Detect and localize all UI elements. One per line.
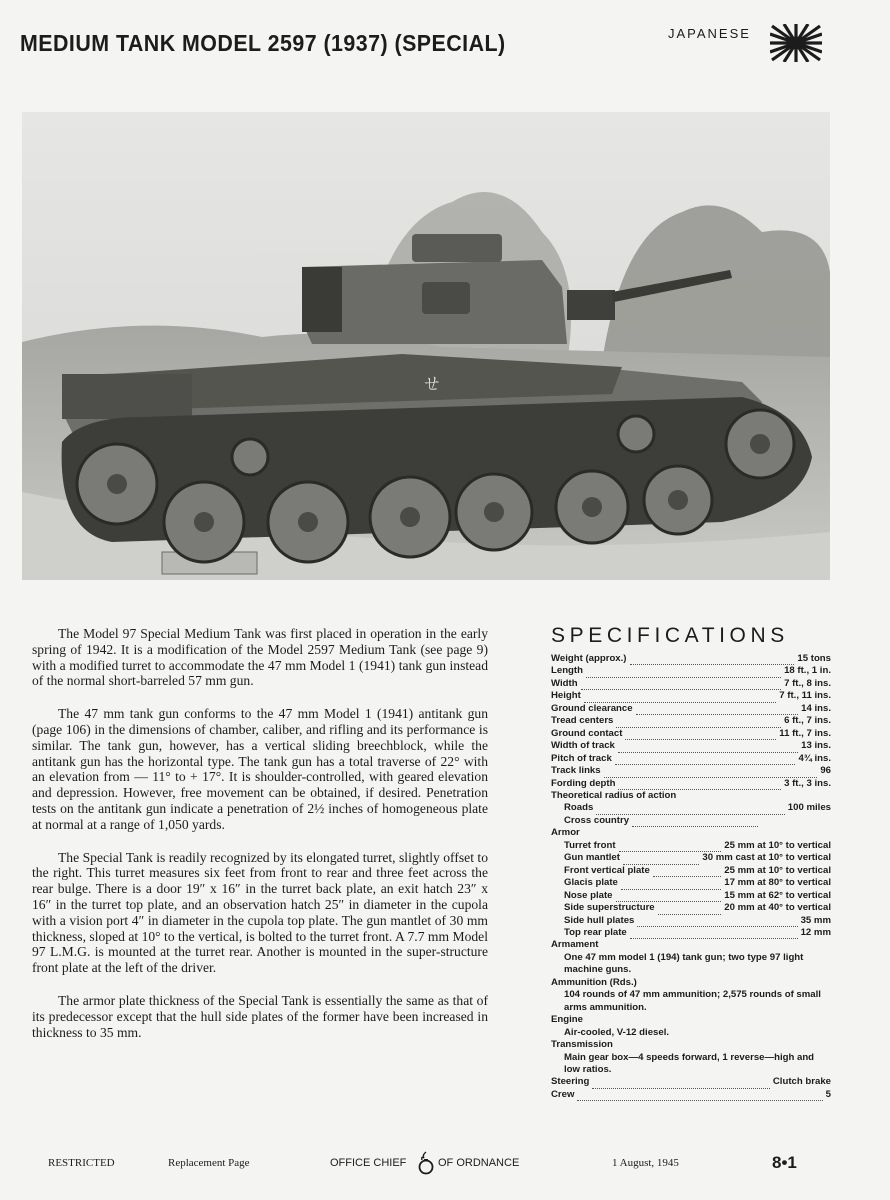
paragraph-3: The Special Tank is readily recognized by its elongated turret, slightly offset to the right. This turret measures six feet from front to rear and three feet across the rear bulge. There is a door 19″ x 16″ in the turret back plate, an exit hatch 23″ x 16″ in the turret top plate, and an observation hatch 25″ in diameter in the cupola with a vision port 4″ in diameter in the cupola top plate. The gun mantlet of 30 mm thickness, sloped at 10° to the vertical, is bolted to the turret front. A 7.7 mm Model 97 L.M.G. is mounted at the turret rear. Another is mounted in the super-structure front plate at the left of the driver. xyxy=(32,849,488,976)
spec-row-turret-front: Turret front 25 mm at 10° to vertical xyxy=(564,839,831,851)
spec-transmission-text: Main gear box—4 speeds forward, 1 reverse—high and low ratios. xyxy=(564,1051,815,1075)
spec-armament-text: One 47 mm model 1 (194) tank gun; two type 97 light machine guns. xyxy=(564,951,804,976)
paragraph-2: The 47 mm tank gun conforms to the 47 mm Model 1 (1941) antitank gun (page 106) in the dimensions of chamber, caliber, and rifling and its performance is similar. The tank gun, however, has a vertical sliding breechblock, while the antitank gun has the horizontal type. The tank gun has a total traverse of 22° with an elevation from — 11° to + 17°. It is shoulder-controlled, with geared elevation and depression. However, free movement can be obtained, if desired. Penetration tests on the antitank gun indicate a penetration of 2½ inches of homogeneous plate at normal at a range of 1,050 yards. xyxy=(32,706,488,832)
spec-row-weight: Weight (approx.) 15 tons xyxy=(551,653,831,664)
rising-sun-flag-icon xyxy=(770,24,822,62)
spec-row-links: Track links 96 xyxy=(551,765,831,777)
spec-heading-engine: Engine xyxy=(551,1014,583,1026)
spec-heading-armament: Armament xyxy=(551,939,599,951)
footer-restricted: RESTRICTED xyxy=(48,1157,115,1169)
ordnance-bomb-icon xyxy=(417,1151,435,1175)
nation-label: JAPANESE xyxy=(668,26,751,41)
page-footer xyxy=(0,1155,890,1175)
spec-row-crew: Crew 5 xyxy=(551,1088,831,1100)
spec-row-clearance: Ground clearance 14 ins. xyxy=(551,702,831,714)
specifications-title: SPECIFICATIONS xyxy=(551,624,789,647)
spec-row-front-vertical: Front vertical plate 25 mm at 10° to vertical xyxy=(564,864,831,876)
footer-of-ordnance: OF ORDNANCE xyxy=(438,1157,520,1169)
spec-row-width: Width 7 ft., 8 ins. xyxy=(551,677,831,689)
spec-engine-text: Air-cooled, V-12 diesel. xyxy=(564,1026,670,1038)
spec-row-roads: Roads 100 miles xyxy=(564,802,831,814)
spec-row-fording: Fording depth 3 ft., 3 ins. xyxy=(551,777,831,789)
body-text xyxy=(32,626,488,1057)
spec-row-tread: Tread centers 6 ft., 7 ins. xyxy=(551,715,831,727)
spec-row-track-width: Width of track 13 ins. xyxy=(551,740,831,752)
spec-row-gun-mantlet: Gun mantlet 30 mm cast at 10° to vertical xyxy=(564,852,831,864)
spec-ammunition-text: 104 rounds of 47 mm ammunition; 2,575 rounds of small arms ammunition. xyxy=(564,989,821,1013)
spec-row-height: Height 7 ft., 11 ins. xyxy=(551,690,831,702)
page-title: MEDIUM TANK MODEL 2597 (1937) (SPECIAL) xyxy=(20,30,506,56)
spec-row-pitch: Pitch of track 4¾ ins. xyxy=(551,752,831,764)
spec-heading-radius: Theoretical radius of action xyxy=(551,789,677,801)
spec-row-length: Length 18 ft., 1 in. xyxy=(551,665,831,677)
paragraph-1: The Model 97 Special Medium Tank was first placed in operation in the early spring of 1942. It is a modification of the Model 2597 Medium Tank (see page 9) with a modified turret to accommodate the 47 mm Model 1 (1941) tank gun instead of the normal short-barreled 57 mm gun. xyxy=(32,626,488,689)
spec-heading-armor: Armor xyxy=(551,827,580,839)
spec-heading-transmission: Transmission xyxy=(551,1039,613,1051)
spec-row-steering: Steering Clutch brake xyxy=(551,1076,831,1088)
spec-row-top-rear: Top rear plate 12 mm xyxy=(564,926,831,938)
page-number: 8•1 xyxy=(772,1153,797,1172)
spec-row-nose: Nose plate 15 mm at 62° to vertical xyxy=(564,889,831,901)
specifications-panel xyxy=(551,624,831,1101)
svg-text:ㄝ: ㄝ xyxy=(422,371,442,395)
spec-row-glacis: Glacis plate 17 mm at 80° to vertical xyxy=(564,877,831,889)
tank-photograph xyxy=(22,112,830,580)
spec-row-side-superstructure: Side superstructure 20 mm at 40° to vertical xyxy=(564,902,831,914)
paragraph-4: The armor plate thickness of the Special Tank is essentially the same as that of its predecessor except that the hull side plates of the former have been increased in thickness to 35 mm. xyxy=(32,992,488,1040)
spec-heading-ammunition: Ammunition (Rds.) xyxy=(551,976,637,988)
spec-row-contact: Ground contact 11 ft., 7 ins. xyxy=(551,727,831,739)
spec-row-side-hull: Side hull plates 35 mm xyxy=(564,914,831,926)
footer-office-chief: OFFICE CHIEF xyxy=(330,1157,407,1169)
footer-date: 1 August, 1945 xyxy=(612,1157,679,1169)
footer-replacement-page: Replacement Page xyxy=(168,1157,250,1169)
spec-row-cross-country: Cross country xyxy=(551,815,761,827)
